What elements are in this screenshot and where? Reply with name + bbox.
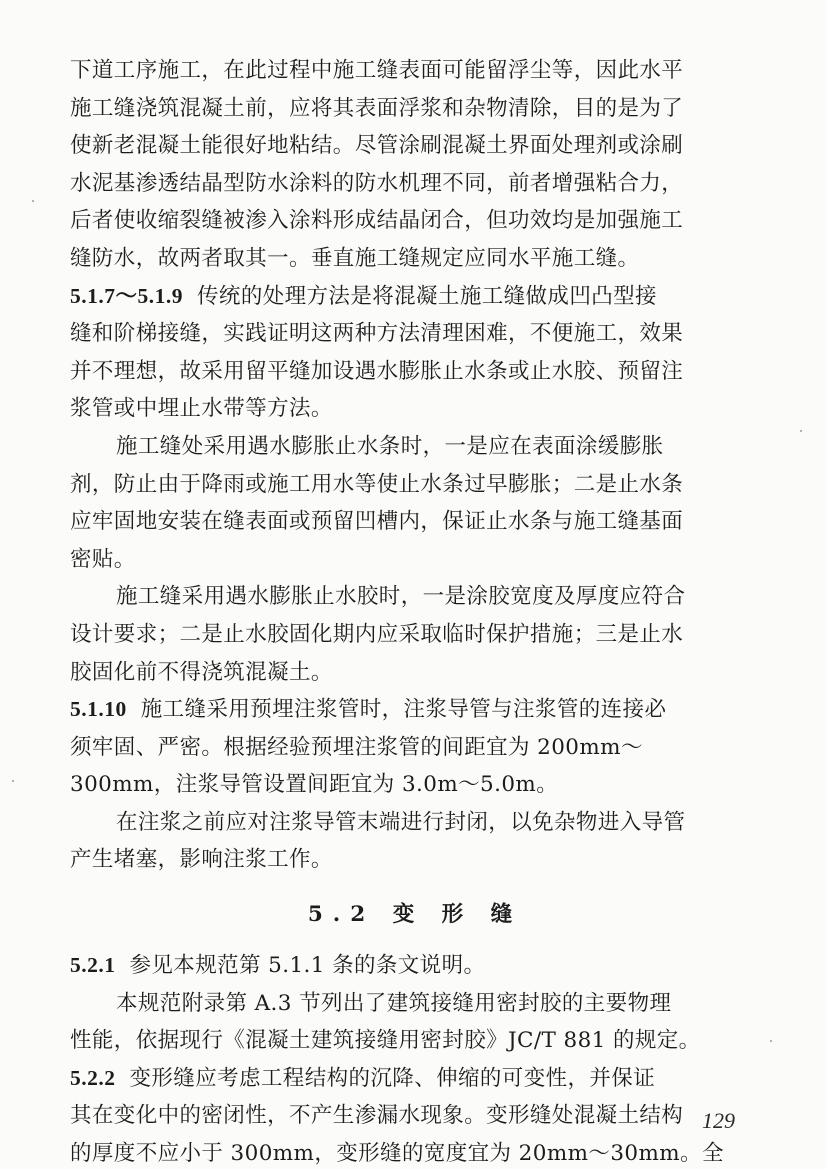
text-line: 300mm，注浆导管设置间距宜为 3.0m～5.0m。 — [70, 772, 559, 798]
text-line: 水泥基渗透结晶型防水涂料的防水机理不同，前者增强粘合力， — [70, 170, 684, 196]
text-line: 应牢固地安装在缝表面或预留凹槽内，保证止水条与施工缝基面 — [70, 509, 684, 535]
clause-text: 施工缝采用预埋注浆管时，注浆导管与注浆管的连接必 — [140, 697, 667, 723]
clause-text: 传统的处理方法是将混凝土施工缝做成凹凸型接 — [197, 283, 657, 309]
text-line: 施工缝浇筑混凝土前，应将其表面浮浆和杂物清除，目的是为了 — [70, 95, 684, 121]
text-line: 在注浆之前应对注浆导管末端进行封闭，以免杂物进入导管 — [116, 809, 686, 835]
text-line: 胶固化前不得浇筑混凝土。 — [70, 659, 333, 685]
text-line: 浆管或中埋止水带等方法。 — [70, 396, 333, 422]
scan-speck — [800, 430, 802, 432]
text-line: 其在变化中的密闭性，不产生渗漏水现象。变形缝处混凝土结构 — [70, 1103, 684, 1129]
clause-number: 5.1.10 — [70, 697, 127, 722]
scan-speck — [32, 200, 34, 202]
clause-5-1-10 — [70, 691, 760, 729]
scan-speck — [12, 780, 14, 782]
scan-speck — [770, 1040, 772, 1042]
text-line: 设计要求；二是止水胶固化期内应采取临时保护措施；三是止水 — [70, 621, 684, 647]
text-line: 施工缝处采用遇水膨胀止水条时，一是应在表面涂缓膨胀 — [116, 433, 664, 459]
text-line: 下道工序施工，在此过程中施工缝表面可能留浮尘等，因此水平 — [70, 58, 684, 83]
text-line: 性能，依据现行《混凝土建筑接缝用密封胶》JC/T 881 的规定。 — [70, 1028, 701, 1054]
clause-number: 5.2.1 — [70, 953, 116, 978]
text-line: 缝防水，故两者取其一。垂直施工缝规定应同水平施工缝。 — [70, 245, 640, 271]
clause-text: 变形缝应考虑工程结构的沉降、伸缩的可变性，并保证 — [129, 1065, 656, 1091]
text-line: 剂，防止由于降雨或施工用水等使止水条过早膨胀；二是止水条 — [70, 471, 684, 497]
text-line: 产生堵塞，影响注浆工作。 — [70, 847, 333, 873]
clause-5-2-2 — [70, 1060, 760, 1098]
clause-number: 5.1.7～5.1.9 — [70, 283, 184, 308]
clause-5-1-7 — [70, 278, 760, 316]
text-line: 本规范附录第 A.3 节列出了建筑接缝用密封胶的主要物理 — [116, 990, 672, 1016]
text-line: 使新老混凝土能很好地粘结。尽管涂刷混凝土界面处理剂或涂刷 — [70, 133, 684, 159]
text-line: 的厚度不应小于 300mm，变形缝的宽度宜为 20mm～30mm。全 — [70, 1141, 724, 1167]
body-text — [70, 52, 760, 1173]
clause-text: 参见本规范第 5.1.1 条的条文说明。 — [129, 953, 486, 979]
section-heading: 5.2 变 形 缝 — [307, 902, 523, 928]
text-line: 施工缝采用遇水膨胀止水胶时，一是涂胶宽度及厚度应符合 — [116, 584, 686, 610]
text-line: 后者使收缩裂缝被渗入涂料形成结晶闭合，但功效均是加强施工 — [70, 208, 684, 234]
text-line: 并不理想，故采用留平缝加设遇水膨胀止水条或止水胶、预留注 — [70, 358, 684, 384]
text-line: 密贴。 — [70, 546, 136, 572]
clause-5-2-1 — [70, 947, 760, 985]
clause-number: 5.2.2 — [70, 1065, 116, 1090]
page-number: 129 — [702, 1108, 735, 1133]
text-line: 须牢固、严密。根据经验预埋注浆管的间距宜为 200mm～ — [70, 734, 643, 760]
text-line: 缝和阶梯接缝，实践证明这两种方法清理困难，不便施工，效果 — [70, 321, 684, 347]
